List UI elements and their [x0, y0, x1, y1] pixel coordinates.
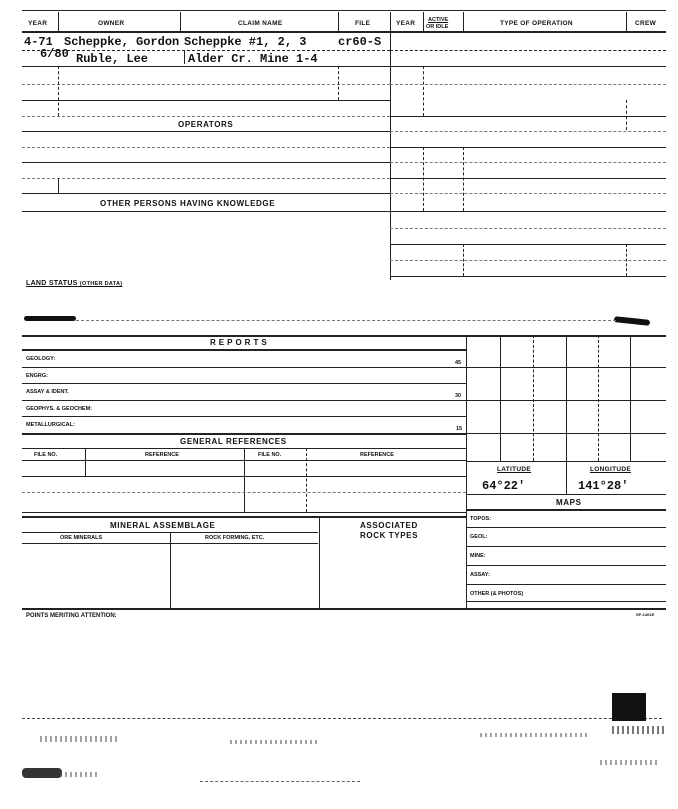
- rule: [22, 147, 390, 148]
- header-owner: OWNER: [98, 20, 125, 27]
- ink-smudge: [24, 316, 76, 321]
- ink-blot: [22, 768, 62, 778]
- rule: [390, 276, 666, 277]
- latitude-label: LATITUDE: [497, 466, 532, 473]
- scan-line: [200, 781, 360, 782]
- rule: [22, 116, 390, 117]
- rule: [466, 584, 666, 585]
- report-number: 45: [455, 360, 462, 366]
- rule: [22, 512, 466, 513]
- divider: [58, 12, 59, 32]
- divider: [626, 244, 627, 276]
- rule: [466, 509, 666, 511]
- rule: [22, 416, 466, 417]
- divider: [244, 448, 245, 512]
- grid-line: [500, 335, 501, 461]
- rule: [22, 383, 466, 384]
- header-year: YEAR: [28, 20, 48, 27]
- report-assay: ASSAY & IDENT.: [26, 389, 69, 395]
- col-reference: REFERENCE: [145, 452, 179, 458]
- land-status-main: LAND STATUS: [26, 280, 78, 287]
- operators-label: OPERATORS: [178, 120, 234, 129]
- rule: [390, 178, 666, 179]
- grid-line: [630, 335, 631, 461]
- header-claim-name: CLAIM NAME: [238, 20, 283, 27]
- maps-topos: TOPOS:: [470, 516, 491, 522]
- grid-line: [466, 400, 666, 401]
- maps-other: OTHER (& PHOTOS): [470, 591, 524, 597]
- header-type-of-operation: TYPE OF OPERATION: [500, 20, 573, 27]
- divider: [626, 12, 627, 32]
- divider: [338, 12, 339, 32]
- rule: [22, 66, 390, 67]
- divider: [306, 448, 307, 512]
- header-or-idle: OR IDLE: [426, 24, 449, 30]
- divider: [463, 244, 464, 276]
- maps-geol: GEOL:: [470, 534, 488, 540]
- scan-smudge: [40, 736, 120, 742]
- rule: [22, 100, 390, 101]
- rule: [390, 66, 666, 67]
- rule: [466, 608, 666, 610]
- rule: [466, 601, 666, 602]
- land-status-sub: (OTHER DATA): [79, 281, 123, 287]
- other-persons-label: OTHER PERSONS HAVING KNOWLEDGE: [100, 199, 276, 208]
- col-file-no: FILE NO.: [34, 452, 58, 458]
- header-active: ACTIVE: [428, 17, 449, 23]
- rule: [22, 131, 390, 132]
- header-file: FILE: [355, 20, 371, 27]
- rule: [22, 50, 390, 51]
- grid-line: [598, 335, 599, 461]
- reports-title: REPORTS: [210, 338, 270, 347]
- rule: [22, 492, 466, 493]
- row-year: 4-71: [24, 35, 53, 49]
- divider: [180, 12, 181, 32]
- divider: [85, 448, 86, 476]
- rule: [22, 178, 390, 179]
- header-crew: CREW: [635, 20, 657, 27]
- grid-line: [533, 335, 534, 461]
- mineral-assemblage-title: MINERAL ASSEMBLAGE: [110, 521, 216, 530]
- header-year-2: YEAR: [396, 20, 416, 27]
- rule: [390, 84, 666, 85]
- points-meriting-label: POINTS MERITING ATTENTION:: [26, 613, 117, 619]
- divider: [463, 147, 464, 211]
- rule: [466, 527, 666, 528]
- ink-smudge: [614, 316, 650, 326]
- rule: [390, 228, 666, 229]
- ink-blot: [612, 693, 646, 721]
- divider: [58, 66, 59, 116]
- divider: [566, 461, 567, 495]
- divider: [390, 12, 391, 280]
- divider: [319, 516, 320, 608]
- associated-label: ASSOCIATED: [360, 521, 418, 530]
- rule: [390, 244, 666, 245]
- row-year: 6/80: [40, 47, 69, 61]
- rule: [22, 335, 466, 337]
- rule: [390, 50, 666, 51]
- rule: [466, 565, 666, 566]
- scan-smudge: [230, 740, 320, 744]
- latitude-value: 64°22': [482, 479, 526, 493]
- rule: [390, 260, 666, 261]
- divider: [184, 50, 185, 64]
- longitude-label: LONGITUDE: [590, 466, 631, 473]
- ore-minerals-label: ORE MINERALS: [60, 535, 103, 541]
- rule: [76, 320, 616, 321]
- report-geophys: GEOPHYS. & GEOCHEM:: [26, 406, 93, 412]
- rule: [22, 433, 466, 435]
- rule: [22, 349, 466, 351]
- rule: [390, 162, 666, 163]
- divider: [423, 66, 424, 116]
- divider: [463, 12, 464, 32]
- maps-assay: ASSAY:: [470, 572, 490, 578]
- rule: [22, 608, 466, 610]
- rule: [22, 84, 390, 85]
- divider: [423, 12, 424, 32]
- col-reference-2: REFERENCE: [360, 452, 394, 458]
- rule: [22, 211, 390, 212]
- land-status-label: [26, 280, 122, 287]
- rule: [22, 367, 466, 368]
- maps-title: MAPS: [556, 498, 582, 507]
- col-file-no-2: FILE NO.: [258, 452, 282, 458]
- divider: [58, 178, 59, 193]
- report-engrg: ENGRG:: [26, 373, 48, 379]
- rule: [390, 147, 666, 148]
- grid-line: [466, 433, 666, 434]
- rule: [390, 211, 666, 212]
- row-claim: Alder Cr. Mine 1-4: [188, 52, 318, 66]
- row-file: cr60-S: [338, 35, 382, 49]
- row-owner: Ruble, Lee: [76, 52, 149, 66]
- rule: [466, 494, 666, 495]
- form-number: SP-1461E: [636, 612, 655, 617]
- rule: [466, 546, 666, 547]
- divider: [338, 66, 339, 100]
- maps-mine: MINE:: [470, 553, 486, 559]
- divider: [466, 335, 467, 608]
- rule: [390, 193, 666, 194]
- rule: [22, 31, 666, 33]
- rule: [22, 193, 390, 194]
- divider: [170, 532, 171, 608]
- scan-line: [22, 718, 662, 719]
- general-references-title: GENERAL REFERENCES: [180, 437, 287, 446]
- grid-line: [566, 335, 567, 461]
- rule: [22, 476, 466, 477]
- rule: [22, 10, 666, 11]
- divider: [626, 100, 627, 130]
- divider: [423, 147, 424, 211]
- scan-smudge: [480, 733, 590, 737]
- rock-types-label: ROCK TYPES: [360, 531, 419, 540]
- scan-smudge: [60, 772, 100, 777]
- report-metallurgical: METALLURGICAL:: [26, 422, 75, 428]
- report-geology: GEOLOGY:: [26, 356, 56, 362]
- scan-smudge: [600, 760, 660, 765]
- longitude-value: 141°28': [578, 479, 629, 493]
- row-claim: Scheppke #1, 2, 3: [184, 35, 307, 49]
- row-owner: Scheppke, Gordon: [64, 35, 180, 49]
- rock-forming-label: ROCK FORMING, ETC.: [205, 535, 265, 541]
- rule: [390, 131, 666, 132]
- scan-smudge: [612, 726, 664, 734]
- rule: [390, 116, 666, 117]
- rule: [22, 516, 466, 518]
- report-number: 30: [455, 393, 462, 399]
- report-number: 15: [456, 426, 463, 432]
- grid-line: [466, 367, 666, 368]
- rule: [22, 400, 466, 401]
- rule: [22, 162, 390, 163]
